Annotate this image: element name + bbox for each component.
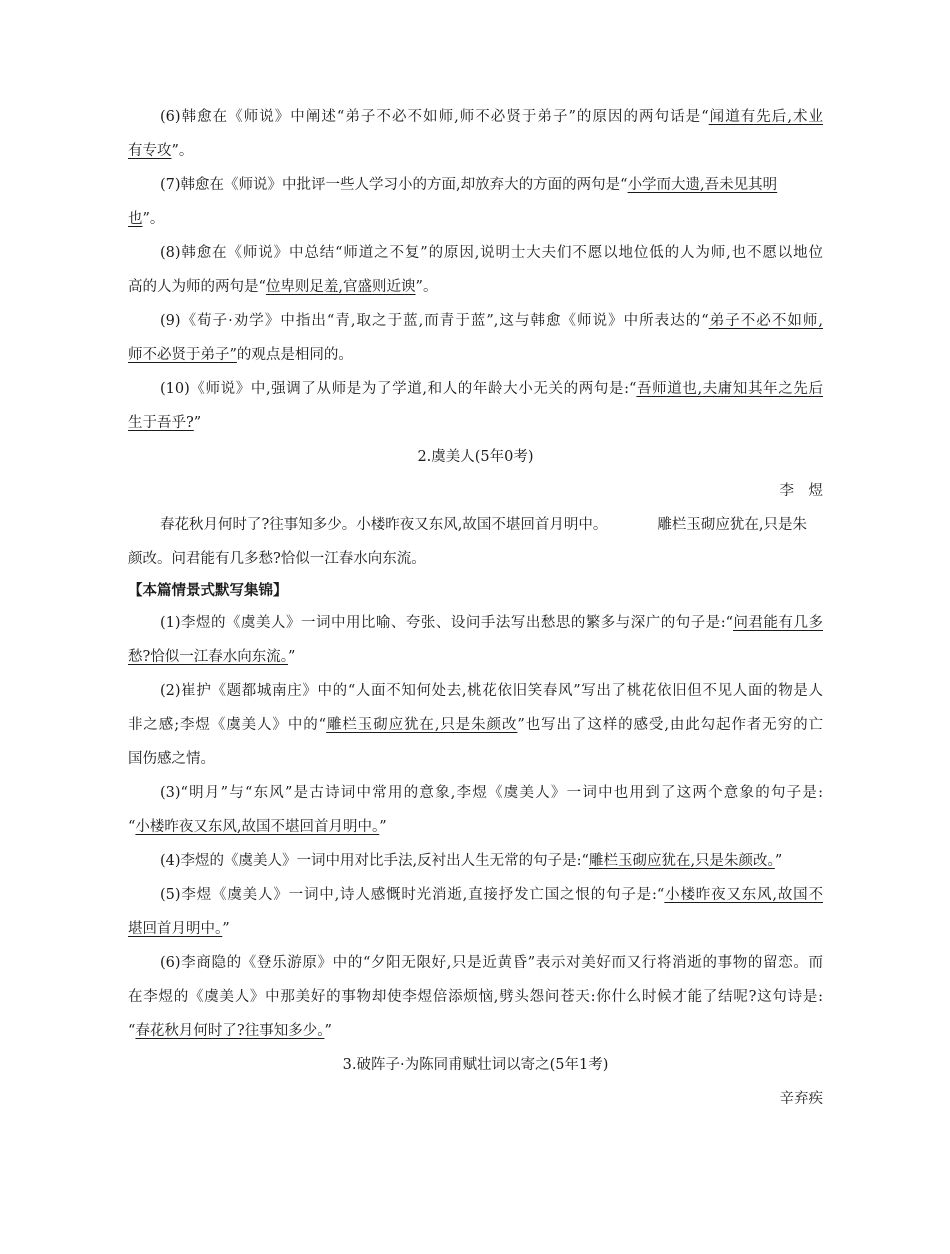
q7-line-2: 也”。: [128, 211, 165, 227]
answer-underline: 小楼昨夜又东风,故国不: [664, 887, 824, 903]
q6-line-1: (6)韩愈在《师说》中阐述“弟子不必不如师,师不必贤于弟子”的原因的两句话是“闻道有先后,术业: [160, 109, 824, 125]
p2-line-1: (2)崔护《题都城南庄》中的“人面不知何处去,桃花依旧笑春风”写出了桃花依旧但不见人面的物是人: [160, 683, 823, 699]
answer-underline: 师不必贤于弟子”: [128, 347, 237, 363]
p1-line-1: (1)李煜的《虞美人》一词中用比喻、夸张、设问手法写出愁思的繁多与深广的句子是:“问君能有几多: [160, 615, 823, 631]
answer-underline: 弟子不必不如师,: [708, 313, 824, 329]
q10-line-1: (10)《师说》中,强调了从师是为了学道,和人的年龄大小无关的两句是:“吾师道也,夫庸知其年之先后: [160, 381, 824, 397]
p4-line-1: (4)李煜的《虞美人》一词中用对比手法,反衬出人生无常的句子是:“雕栏玉砌应犹在,只是朱颜改。”: [160, 853, 783, 869]
answer-underline: 愁?恰似一江春水向东流。: [128, 649, 289, 665]
q6-line-2: 有专攻”。: [128, 143, 194, 159]
q8-line-2: 高的人为师的两句是“位卑则足羞,官盛则近谀”。: [128, 279, 438, 295]
answer-underline: 位卑则足羞,官盛则近谀: [265, 279, 416, 295]
answer-underline: 雕栏玉砌应犹在,只是朱颜改: [326, 717, 518, 733]
p3-line-1: (3)“明月”与“东风”是古诗词中常用的意象,李煜《虞美人》一词中也用到了这两个意象的句子是:: [160, 785, 823, 801]
q9-line-2: 师不必贤于弟子”的观点是相同的。: [128, 347, 353, 363]
q9-line-1: (9)《荀子·劝学》中指出“青,取之于蓝,而青于蓝”,这与韩愈《师说》中所表达的“弟子不必不如师,: [160, 313, 824, 329]
poem3-author: 辛弃疾: [779, 1091, 823, 1107]
answer-underline: 小学而大遗,吾未见其明: [627, 177, 778, 193]
poem3-title: 3.破阵子·为陈同甫赋壮词以寄之(5年1考): [342, 1057, 609, 1073]
p2-line-3: 国伤感之情。: [128, 751, 215, 767]
answer-underline: 小楼昨夜又东风,故国不堪回首月明中。: [135, 819, 380, 835]
p2-line-2: 非之感;李煜《虞美人》中的“雕栏玉砌应犹在,只是朱颜改”也写出了这样的感受,由此勾起作者无穷的亡: [128, 717, 824, 733]
section-header: 【本篇情景式默写集锦】: [128, 582, 288, 599]
p6-line-2: 在李煜的《虞美人》中那美好的事物却使李煜倍添烦恼,劈头怨问苍天:你什么时候才能了结呢?这句诗是:: [128, 989, 823, 1005]
p6-line-1: (6)李商隐的《登乐游原》中的“夕阳无限好,只是近黄昏”表示对美好而又行将消逝的事物的留恋。而: [160, 955, 823, 971]
document-page: [128, 100, 823, 1116]
answer-underline: 有专攻: [128, 143, 172, 159]
q10-line-2: 生于吾乎?”: [128, 415, 202, 431]
p1-line-2: 愁?恰似一江春水向东流。”: [128, 649, 296, 665]
answer-underline: 也: [128, 211, 143, 227]
p5-line-1: (5)李煜《虞美人》一词中,诗人感慨时光消逝,直接抒发亡国之恨的句子是:“小楼昨夜又东风,故国不: [160, 887, 824, 903]
p6-line-3: “春花秋月何时了?往事知多少。”: [128, 1023, 332, 1039]
answer-underline: 闻道有先后,术业: [708, 109, 824, 125]
poem2-text-line-1: 春花秋月何时了?往事知多少。小楼昨夜又东风,故国不堪回首月明中。 雕栏玉砌应犹在,只是朱: [160, 517, 807, 533]
p3-line-2: “小楼昨夜又东风,故国不堪回首月明中。”: [128, 819, 387, 835]
poem2-author: 李 煜: [779, 483, 823, 499]
p5-line-2: 堪回首月明中。”: [128, 921, 230, 937]
answer-underline: 生于吾乎?: [128, 415, 194, 431]
q8-line-1: (8)韩愈在《师说》中总结“师道之不复”的原因,说明士大夫们不愿以地位低的人为师,也不愿以地位: [160, 245, 823, 261]
answer-underline: 堪回首月明中。: [128, 921, 223, 937]
answer-underline: 问君能有几多: [733, 615, 823, 631]
q7-line-1: (7)韩愈在《师说》中批评一些人学习小的方面,却放弃大的方面的两句是“小学而大遗,吾未见其明: [160, 177, 778, 193]
poem2-title: 2.虞美人(5年0考): [417, 449, 534, 465]
answer-underline: 吾师道也,夫庸知其年之先后: [636, 381, 824, 397]
answer-underline: 春花秋月何时了?往事知多少。: [135, 1023, 325, 1039]
poem2-text-line-2: 颜改。问君能有几多愁?恰似一江春水向东流。: [128, 551, 426, 567]
answer-underline: 雕栏玉砌应犹在,只是朱颜改。: [588, 853, 775, 869]
